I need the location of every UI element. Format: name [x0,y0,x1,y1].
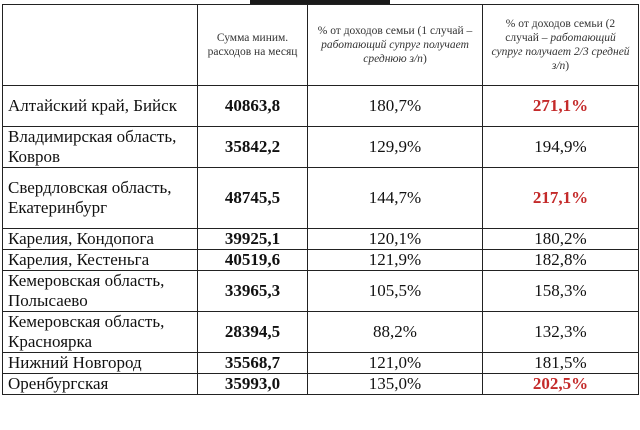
region-cell: Нижний Новгород [3,353,198,374]
sum-cell: 48745,5 [198,168,308,229]
pct1-cell: 180,7% [308,86,483,127]
pct2-cell: 182,8% [483,250,639,271]
pct2-cell: 180,2% [483,229,639,250]
pct1-cell: 135,0% [308,374,483,395]
region-cell: Карелия, Кестеньга [3,250,198,271]
region-cell: Кемеровская область, Красноярка [3,312,198,353]
pct1-cell: 121,0% [308,353,483,374]
region-cell: Владимирская область, Ковров [3,127,198,168]
region-cell: Алтайский край, Бийск [3,86,198,127]
pct1-cell: 120,1% [308,229,483,250]
region-cell: Свердловская область, Екатеринбург [3,168,198,229]
header-pct2-cell [483,5,639,86]
region-cell: Кемеровская область, Полысаево [3,271,198,312]
header-pct2-label-a: % от доходов семьи (2 случай – [505,18,616,44]
header-pct1-label-a: % от доходов семьи (1 случай – [317,25,473,37]
pct2-cell: 158,3% [483,271,639,312]
header-row [3,5,639,86]
sum-cell: 39925,1 [198,229,308,250]
cost-table-container [2,4,638,395]
sum-cell: 35568,7 [198,353,308,374]
region-cell: Оренбургская [3,374,198,395]
pct2-cell: 271,1% [483,86,639,127]
sum-cell: 40863,8 [198,86,308,127]
table-row [3,127,639,168]
sum-cell: 33965,3 [198,271,308,312]
table-row [3,312,639,353]
sum-cell: 40519,6 [198,250,308,271]
pct1-cell: 105,5% [308,271,483,312]
pct1-cell: 88,2% [308,312,483,353]
header-pct1-label-b: работающий супруг получает среднюю з/п [321,39,469,65]
pct2-cell: 217,1% [483,168,639,229]
table-row [3,86,639,127]
pct1-cell: 144,7% [308,168,483,229]
table-row [3,250,639,271]
header-sum-label: Сумма миним. расходов на месяц [207,32,298,58]
pct2-cell: 202,5% [483,374,639,395]
table-row [3,229,639,250]
region-cell: Карелия, Кондопога [3,229,198,250]
header-pct1-cell [308,5,483,86]
sum-cell: 28394,5 [198,312,308,353]
header-region-cell [3,5,198,86]
pct2-cell: 181,5% [483,353,639,374]
pct1-cell: 121,9% [308,250,483,271]
pct2-cell: 132,3% [483,312,639,353]
table-row [3,374,639,395]
sum-cell: 35842,2 [198,127,308,168]
header-pct1-label-c: ) [422,53,427,65]
pct1-cell: 129,9% [308,127,483,168]
sum-cell: 35993,0 [198,374,308,395]
pct2-cell: 194,9% [483,127,639,168]
table-row [3,271,639,312]
table-row [3,353,639,374]
table-row [3,168,639,229]
header-pct2-label-b: работающий супруг получает 2/3 средней з/п [491,32,630,72]
header-pct2-label-c: ) [565,60,570,72]
cost-table [2,4,639,395]
header-sum-cell [198,5,308,86]
